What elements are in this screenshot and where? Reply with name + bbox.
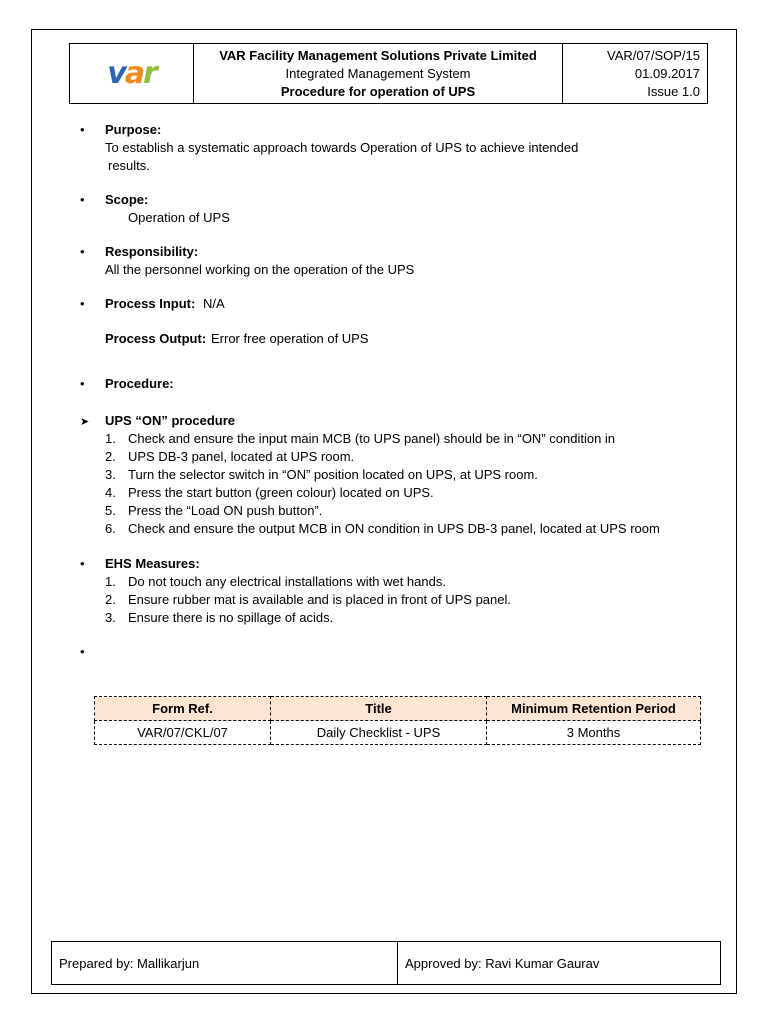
bullet-icon: •: [80, 296, 85, 311]
scope-label: Scope:: [105, 192, 149, 207]
ups-step-text: Turn the selector switch in “ON” position located on UPS, at UPS room.: [128, 467, 538, 482]
ups-on-title: UPS “ON” procedure: [105, 413, 236, 428]
ehs-step-text: Ensure rubber mat is available and is placed in front of UPS panel.: [128, 592, 511, 607]
document-number: VAR/07/SOP/15: [607, 48, 700, 63]
header-retention-period: Minimum Retention Period: [487, 697, 701, 721]
company-logo: [70, 44, 194, 103]
document-header: [69, 43, 708, 104]
issue-number: Issue 1.0: [647, 84, 700, 99]
ups-step-number: 4.: [105, 485, 116, 500]
table-header-row: [95, 697, 701, 721]
header-titles: [194, 44, 563, 103]
ups-step-text: Check and ensure the input main MCB (to UPS panel) should be in “ON” condition in: [128, 431, 616, 446]
cell-form-ref: VAR/07/CKL/07: [95, 721, 271, 745]
forms-table: [94, 696, 701, 745]
system-name: Integrated Management System: [285, 66, 471, 81]
arrow-bullet-icon: ➤: [80, 416, 90, 428]
bullet-icon: •: [80, 556, 85, 571]
company-name: VAR Facility Management Solutions Private Limited: [219, 48, 537, 63]
ehs-step-number: 1.: [105, 574, 116, 589]
ehs-label: EHS Measures:: [105, 556, 200, 571]
var-logo-icon: var: [107, 55, 156, 91]
ehs-step-number: 3.: [105, 610, 116, 625]
procedure-label: Procedure:: [105, 376, 174, 391]
ups-step-text: UPS DB-3 panel, located at UPS room.: [128, 449, 355, 464]
ups-step-number: 5.: [105, 503, 116, 518]
ups-step-number: 2.: [105, 449, 116, 464]
ehs-step-text: Ensure there is no spillage of acids.: [128, 610, 334, 625]
ups-step-number: 6.: [105, 521, 116, 536]
ehs-step-text: Do not touch any electrical installations with wet hands.: [128, 574, 446, 589]
process-input-text: N/A: [203, 296, 225, 311]
header-form-ref: Form Ref.: [95, 697, 271, 721]
document-footer: [51, 941, 721, 985]
bullet-icon: •: [80, 376, 85, 391]
bullet-icon: •: [80, 122, 85, 137]
purpose-text-line2: results.: [108, 158, 150, 173]
cell-title: Daily Checklist - UPS: [271, 721, 487, 745]
bullet-icon: •: [80, 244, 85, 259]
document-date: 01.09.2017: [634, 66, 700, 81]
procedure-title: Procedure for operation of UPS: [280, 84, 476, 99]
header-title: Title: [271, 697, 487, 721]
responsibility-text: All the personnel working on the operation of the UPS: [105, 262, 415, 277]
bullet-icon: •: [80, 644, 85, 659]
process-input-label: Process Input:: [105, 296, 196, 311]
ups-step-text: Press the “Load ON push button”.: [128, 503, 323, 518]
ehs-step-number: 2.: [105, 592, 116, 607]
bullet-icon: •: [80, 192, 85, 207]
process-output-text: Error free operation of UPS: [211, 331, 369, 346]
purpose-label: Purpose:: [105, 122, 162, 137]
document-control: [563, 44, 707, 103]
ups-step-number: 3.: [105, 467, 116, 482]
scope-text: Operation of UPS: [128, 210, 230, 225]
ups-step-number: 1.: [105, 431, 116, 446]
ups-step-text: Check and ensure the output MCB in ON condition in UPS DB-3 panel, located at UPS room: [128, 521, 660, 536]
process-output-label: Process Output:: [105, 331, 207, 346]
purpose-text-line1: To establish a systematic approach towards Operation of UPS to achieve intended: [105, 140, 579, 155]
cell-retention-period: 3 Months: [487, 721, 701, 745]
ups-step-text: Press the start button (green colour) located on UPS.: [128, 485, 434, 500]
responsibility-label: Responsibility:: [105, 244, 199, 259]
prepared-by: Prepared by: Mallikarjun: [52, 942, 398, 984]
approved-by: Approved by: Ravi Kumar Gaurav: [405, 955, 600, 971]
table-row: [95, 721, 701, 745]
